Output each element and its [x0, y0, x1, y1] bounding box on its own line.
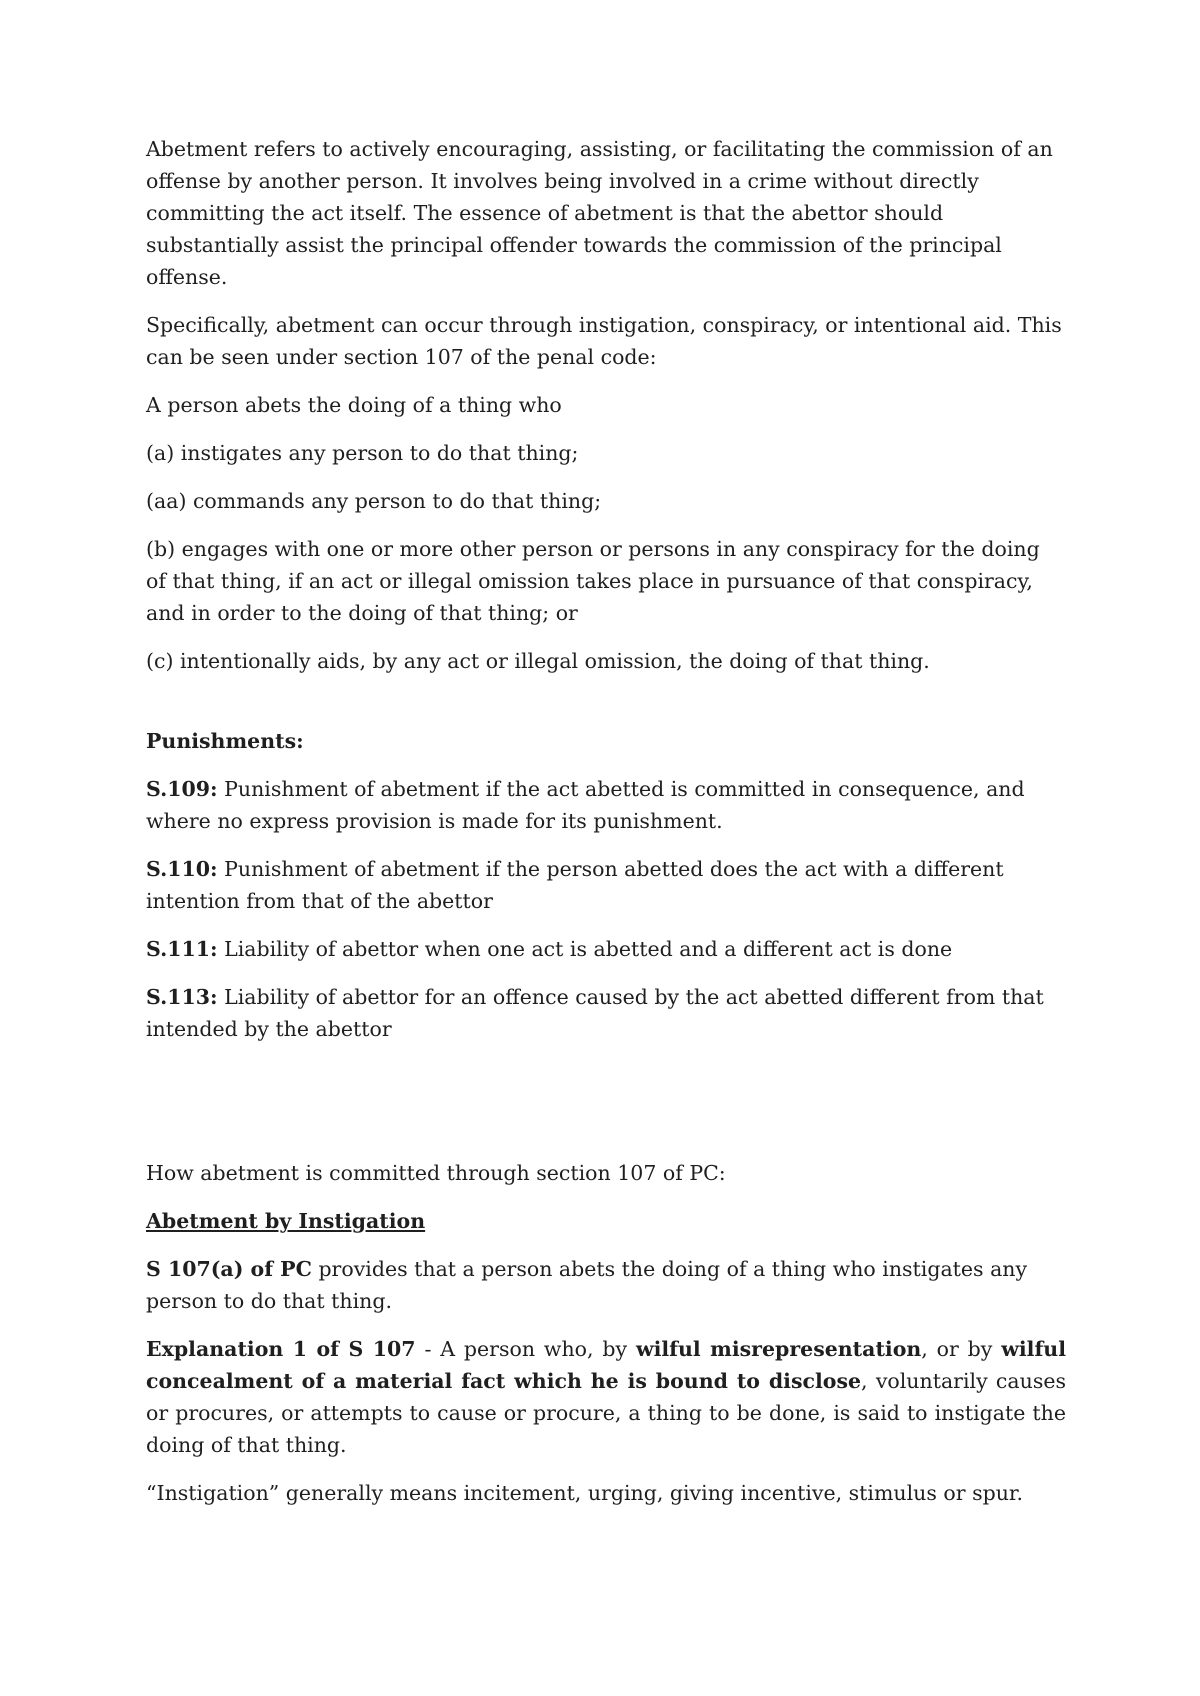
clause-a: (a) instigates any person to do that thing;: [146, 441, 579, 465]
instigation-heading: Abetment by Instigation: [146, 1209, 426, 1233]
punishment-s110: S.110: Punishment of abetment if the person abetted does the act with a different intention from that of the abettor: [146, 857, 1004, 913]
punishment-s113: S.113: Liability of abettor for an offence caused by the act abetted different from that intended by the abettor: [146, 985, 1044, 1041]
instigation-definition: “Instigation” generally means incitement, urging, giving incentive, stimulus or spur.: [146, 1481, 1023, 1505]
how-intro: How abetment is committed through section 107 of PC:: [146, 1161, 726, 1185]
document-page: [146, 133, 1066, 1525]
intro-paragraph-2: Specifically, abetment can occur through instigation, conspiracy, or intentional aid. This can be seen under section 107 of the penal code:: [146, 313, 1062, 369]
explanation-paragraph: Explanation 1 of S 107 - A person who, by wilful misrepresentation, or by wilful concealment of a material fact which he is bound to disclose, voluntarily causes or procures, or attempts to cause or procure, a thing to be done, is said to instigate the doing of that thing.: [146, 1337, 1067, 1457]
intro-paragraph-3: A person abets the doing of a thing who: [146, 393, 562, 417]
s107-paragraph: S 107(a) of PC provides that a person abets the doing of a thing who instigates any person to do that thing.: [146, 1257, 1028, 1313]
intro-paragraph-1: Abetment refers to actively encouraging, assisting, or facilitating the commission of an offense by another person. It involves being involved in a crime without directly committing the act itself. The essence of abetment is that the abettor should substantially assist the principal offender towards the commission of the principal offense.: [146, 137, 1053, 289]
clause-aa: (aa) commands any person to do that thing;: [146, 489, 602, 513]
punishments-heading: Punishments:: [146, 729, 304, 753]
clause-b: (b) engages with one or more other person or persons in any conspiracy for the doing of that thing, if an act or illegal omission takes place in pursuance of that conspiracy, and in order to the doing of that thing; or: [146, 537, 1040, 625]
punishment-s109: S.109: Punishment of abetment if the act abetted is committed in consequence, and where no express provision is made for its punishment.: [146, 777, 1025, 833]
clause-c: (c) intentionally aids, by any act or illegal omission, the doing of that thing.: [146, 649, 930, 673]
punishment-s111: S.111: Liability of abettor when one act is abetted and a different act is done: [146, 937, 953, 961]
